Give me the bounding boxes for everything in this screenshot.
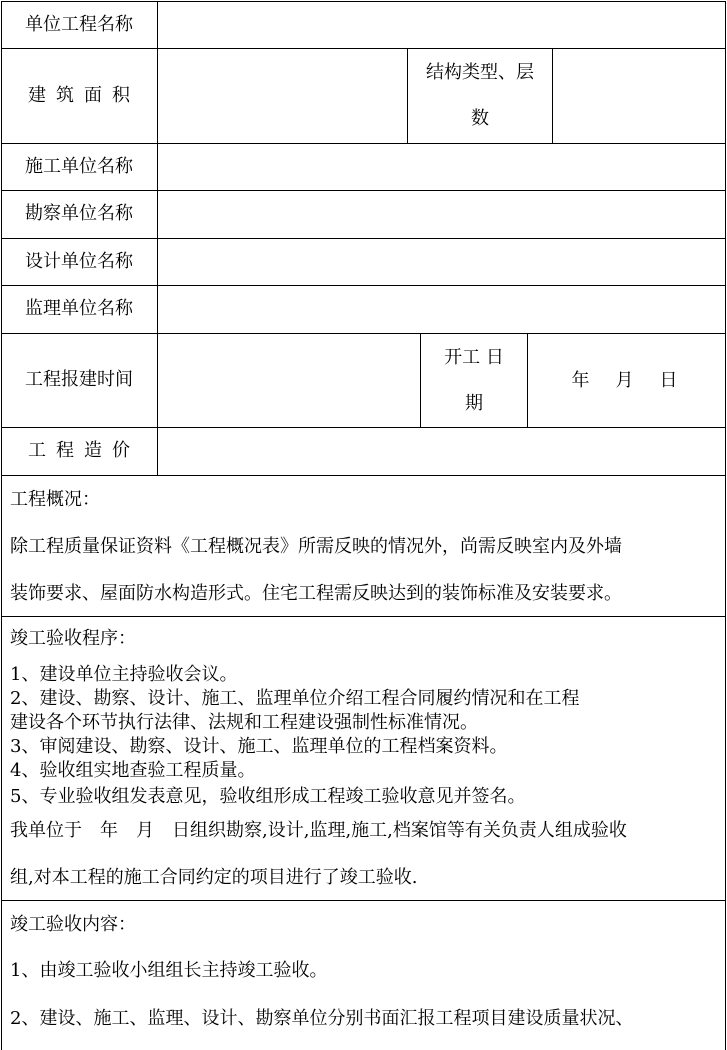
procedure-item-4: 4、验收组实地查验工程质量。 [10, 760, 256, 781]
procedure-item-3: 3、审阅建设、勘察、设计、施工、监理单位的工程档案资料。 [10, 736, 508, 757]
procedure-item-1: 1、建设单位主持验收会议。 [10, 664, 238, 685]
procedure-statement-line1: 我单位于 年 月 日组织勘察,设计,监理,施工,档案馆等有关负责人组成验收 [10, 820, 627, 841]
report-time-label: 工程报建时间 [25, 369, 133, 390]
rule [1, 900, 726, 901]
construction-unit-label: 施工单位名称 [25, 155, 133, 177]
procedure-item-2-line2: 建设各个环节执行法律、法规和工程建设强制性标准情况。 [10, 712, 478, 733]
rule [1, 475, 726, 476]
survey-unit-label: 勘察单位名称 [25, 203, 133, 224]
design-unit-label: 设计单位名称 [25, 250, 133, 272]
procedure-title: 竣工验收程序： [10, 628, 136, 649]
overview-title: 工程概况： [10, 489, 100, 510]
overview-line2: 装饰要求、屋面防水构造形式。住宅工程需反映达到的装饰标准及安装要求。 [10, 583, 622, 604]
structure-label-line1: 结构类型、层 [426, 62, 534, 83]
supervision-unit-label: 监理单位名称 [25, 298, 133, 319]
start-date-value: 年 月 日 [571, 369, 682, 391]
rule [157, 1, 158, 475]
start-date-label-line2: 期 [465, 393, 483, 414]
content-item-2: 2、建设、施工、监理、设计、勘察单位分别书面汇报工程项目建设质量状况、 [10, 1008, 634, 1029]
structure-label-line2: 数 [471, 108, 489, 129]
procedure-item-5: 5、专业验收组发表意见，验收组形成工程竣工验收意见并签名。 [10, 786, 526, 807]
rule [725, 1, 726, 1050]
overview-line1: 除工程质量保证资料《工程概况表》所需反映的情况外，尚需反映室内及外墙 [10, 536, 622, 557]
area-label: 建筑面积 [28, 84, 140, 106]
procedure-item-2-line1: 2、建设、勘察、设计、施工、监理单位介绍工程合同履约情况和在工程 [10, 688, 580, 709]
cost-label: 工程造价 [28, 440, 140, 461]
rule [1, 616, 726, 617]
content-item-1: 1、由竣工验收小组组长主持竣工验收。 [10, 960, 328, 981]
content-title: 竣工验收内容： [10, 914, 136, 935]
rule [552, 48, 553, 143]
start-date-label-line1: 开工 日 [444, 347, 504, 368]
project-name-label: 单位工程名称 [25, 13, 133, 35]
procedure-statement-line2: 组,对本工程的施工合同约定的项目进行了竣工验收. [10, 867, 418, 888]
